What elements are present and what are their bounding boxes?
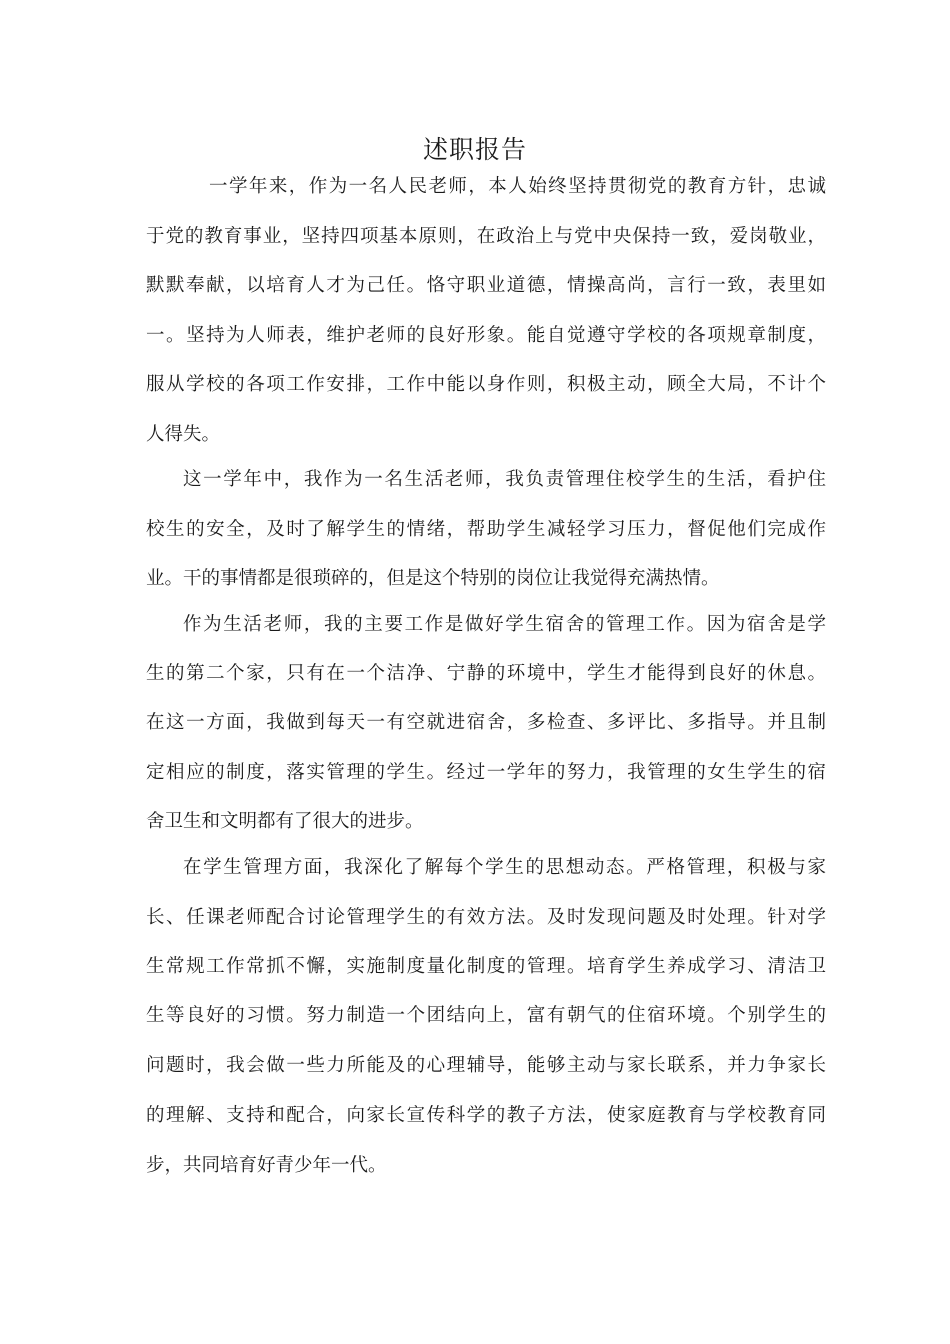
paragraph-4-line-6: 的理解、支持和配合，向家长宣传科学的教子方法，使家庭教育与学校教育同 (146, 1105, 826, 1126)
paragraph-1-line-6: 人得失。 (146, 424, 221, 445)
paragraph-4-line-2: 长、任课老师配合讨论管理学生的有效方法。及时发现问题及时处理。针对学 (146, 907, 826, 928)
paragraph-4-line-1: 在学生管理方面，我深化了解每个学生的思想动态。严格管理，积极与家 (183, 857, 826, 878)
paragraph-3-line-3: 在这一方面，我做到每天一有空就进宿舍，多检查、多评比、多指导。并且制 (146, 712, 826, 733)
paragraph-4-line-4: 生等良好的习惯。努力制造一个团结向上，富有朝气的住宿环境。个别学生的 (146, 1005, 826, 1026)
paragraph-1-line-1: 一学年来，作为一名人民老师，本人始终坚持贯彻党的教育方针，忠诚 (209, 176, 826, 197)
paragraph-3-line-5: 舍卫生和文明都有了很大的进步。 (146, 811, 424, 832)
paragraph-1-line-5: 服从学校的各项工作安排，工作中能以身作则，积极主动，顾全大局，不计个 (146, 374, 826, 395)
paragraph-2-line-2: 校生的安全，及时了解学生的情绪，帮助学生减轻学习压力，督促他们完成作 (146, 519, 826, 540)
paragraph-1-line-3: 默默奉献，以培育人才为己任。恪守职业道德，情操高尚，言行一致，表里如 (146, 275, 826, 296)
paragraph-4-line-5: 问题时，我会做一些力所能及的心理辅导，能够主动与家长联系，并力争家长 (146, 1055, 826, 1076)
paragraph-2-line-1: 这一学年中，我作为一名生活老师，我负责管理住校学生的生活，看护住 (183, 469, 826, 490)
paragraph-2-line-3: 业。干的事情都是很琐碎的，但是这个特别的岗位让我觉得充满热情。 (146, 568, 720, 589)
paragraph-3-line-1: 作为生活老师，我的主要工作是做好学生宿舍的管理工作。因为宿舍是学 (183, 614, 826, 635)
paragraph-4-line-7: 步，共同培育好青少年一代。 (146, 1155, 387, 1176)
paragraph-3-line-4: 定相应的制度，落实管理的学生。经过一学年的努力，我管理的女生学生的宿 (146, 762, 826, 783)
paragraph-1-line-2: 于党的教育事业，坚持四项基本原则，在政治上与党中央保持一致，爱岗敬业， (146, 226, 826, 247)
paragraph-4-line-3: 生常规工作常抓不懈，实施制度量化制度的管理。培育学生养成学习、清洁卫 (146, 956, 826, 977)
document-title: 述职报告 (422, 135, 527, 164)
paragraph-1-line-4: 一。坚持为人师表，维护老师的良好形象。能自觉遵守学校的各项规章制度， (146, 325, 826, 346)
paragraph-3-line-2: 生的第二个家，只有在一个洁净、宁静的环境中，学生才能得到良好的休息。 (146, 663, 826, 684)
